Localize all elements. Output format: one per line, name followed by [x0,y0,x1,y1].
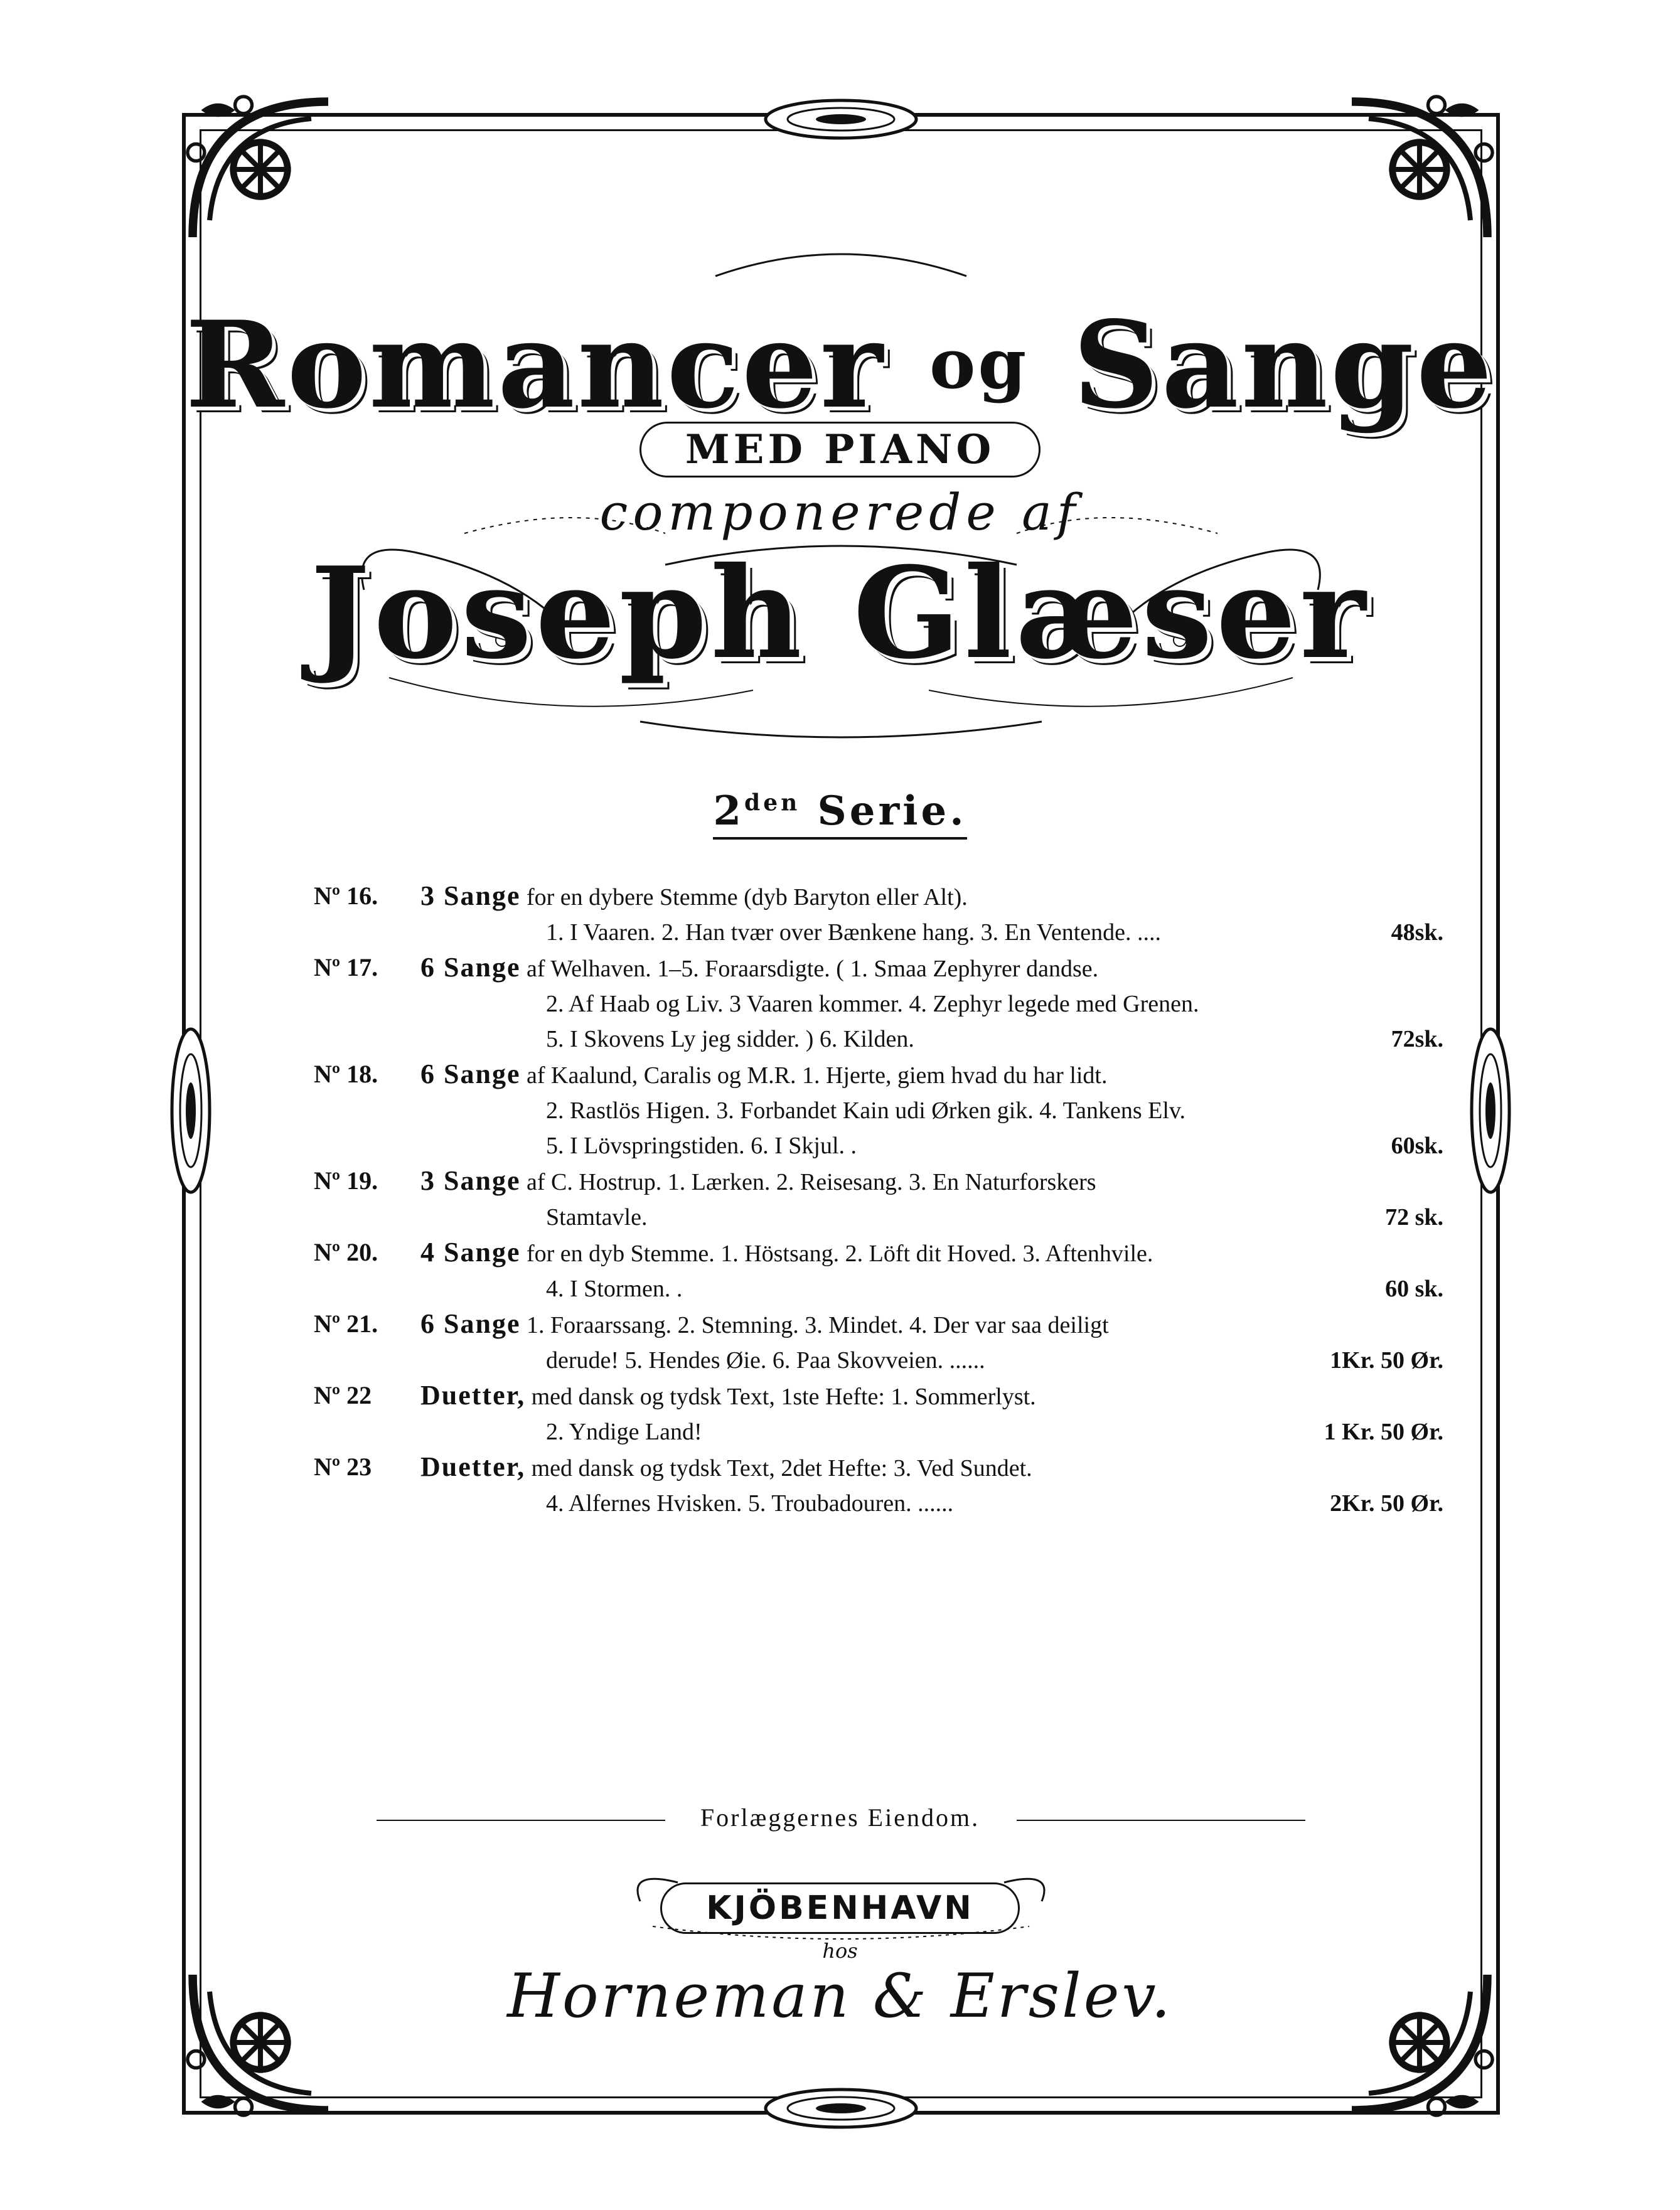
catalog-text: af C. Hostrup. 1. Lærken. 2. Reisesang. 3. En Naturforskers [520,1169,1096,1195]
catalog-line [314,1306,1443,1343]
catalog-price: 48sk. [1391,919,1443,946]
catalog-text: af Welhaven. 1–5. Foraarsdigte. ( 1. Smaa Zephyrer dandse. [520,956,1099,982]
catalog-price: 1Kr. 50 Ør. [1330,1347,1443,1374]
catalog-line [314,1449,1443,1486]
catalog-lead: 3 Sange [420,880,521,911]
ornament-bottom-center [753,2083,929,2133]
catalog-text: for en dyb Stemme. 1. Höstsang. 2. Löft dit Hoved. 3. Aftenhvile. [520,1241,1153,1267]
ornament-top-left [176,85,345,254]
catalog-number: Nº 16. [314,882,378,910]
catalog-line [314,1200,1443,1235]
catalog-line [314,1022,1443,1057]
catalog-text: 2. Rastlös Higen. 3. Forbandet Kain udi Ørken gik. 4. Tankens Elv. [546,1097,1185,1124]
catalog-text: 4. Alfernes Hvisken. 5. Troubadouren. ...... [546,1490,954,1517]
catalog-line [314,1271,1443,1306]
catalog-entry [314,878,1443,950]
catalog-entry [314,1378,1443,1449]
catalog-line [314,1486,1443,1521]
hos-label: hos [822,1939,858,1963]
ornament-left-center [166,1017,216,1205]
catalog-number: Nº 17. [314,953,378,981]
ornament-top-right [1335,85,1504,254]
page-title [0,295,1680,435]
catalog-line [314,1093,1443,1128]
title-part-1: Romancer [185,295,885,435]
catalog-number: Nº 21. [314,1310,378,1338]
catalog-line [314,1057,1443,1093]
catalog-lead: 6 Sange [420,952,521,983]
catalog-lead: Duetter, [420,1380,526,1411]
ornament-top-center [753,94,929,144]
catalog-lead: Duetter, [420,1451,526,1482]
catalog-text: derude! 5. Hendes Øie. 6. Paa Skovveien. ...... [546,1347,985,1374]
catalog-line [314,950,1443,986]
composer-name: Joseph Glæser [310,540,1370,687]
catalog-line [314,986,1443,1022]
catalog-text: 1. I Vaaren. 2. Han tvær over Bænkene hang. 3. En Ventende. .... [546,919,1162,946]
contents-list [314,878,1443,1521]
catalog-number: Nº 23 [314,1453,372,1481]
catalog-line [314,1128,1443,1163]
catalog-text: af Kaalund, Caralis og M.R. 1. Hjerte, giem hvad du har lidt. [520,1062,1108,1089]
catalog-price: 2Kr. 50 Ør. [1330,1490,1443,1517]
catalog-line [314,1235,1443,1271]
catalog-entry [314,1306,1443,1378]
catalog-line [314,1414,1443,1449]
catalog-entry [314,950,1443,1057]
catalog-entry [314,1163,1443,1235]
catalog-line [314,1163,1443,1200]
catalog-lead: 6 Sange [420,1059,521,1089]
subtitle-text: MED PIANO [639,422,1041,478]
title-og: og [929,323,1029,404]
catalog-text: med dansk og tydsk Text, 1ste Hefte: 1. Sommerlyst. [525,1384,1036,1410]
catalog-number: Nº 18. [314,1060,378,1088]
catalog-price: 60sk. [1391,1133,1443,1159]
catalog-text: 5. I Lövspringstiden. 6. I Skjul. . [546,1133,857,1159]
catalog-text: 2. Af Haab og Liv. 3 Vaaren kommer. 4. Zephyr legede med Grenen. [546,991,1199,1017]
series-heading [0,787,1680,835]
publisher-firm: Horneman & Erslev. [507,1961,1173,2031]
catalog-entry [314,1057,1443,1163]
catalog-text: 4. I Stormen. . [546,1276,683,1302]
title-part-2: Sange [1073,295,1495,435]
catalog-lead: 4 Sange [420,1237,521,1268]
catalog-text: 5. I Skovens Ly jeg sidder. ) 6. Kilden. [546,1026,914,1052]
catalog-text: 2. Yndige Land! [546,1419,702,1445]
series-ordinal: 2 [713,787,745,835]
composed-by: componerede af [599,483,1081,542]
catalog-text: for en dybere Stemme (dyb Baryton eller Alt). [520,884,968,910]
catalog-entry [314,1449,1443,1521]
city [0,1882,1680,1934]
subtitle [0,422,1680,478]
catalog-price: 1 Kr. 50 Ør. [1324,1419,1443,1445]
catalog-number: Nº 19. [314,1166,378,1195]
series-underline [713,787,966,840]
catalog-lead: 3 Sange [420,1165,521,1196]
catalog-price: 72sk. [1391,1026,1443,1052]
catalog-number: Nº 22 [314,1381,372,1409]
publisher-note: Forlæggernes Eiendom. [700,1803,980,1832]
catalog-text: med dansk og tydsk Text, 2det Hefte: 3. Ved Sundet. [525,1455,1032,1481]
series-ordinal-suffix: den [744,789,801,816]
catalog-price: 60 sk. [1385,1276,1443,1302]
catalog-lead: 6 Sange [420,1308,521,1339]
catalog-line [314,915,1443,950]
series-label: Serie. [817,787,967,835]
catalog-entry [314,1235,1443,1306]
ornament-right-center [1465,1017,1516,1205]
catalog-line [314,1343,1443,1378]
city-text: KJÖBENHAVN [660,1882,1020,1934]
catalog-line [314,878,1443,915]
catalog-line [314,1378,1443,1414]
catalog-price: 72 sk. [1385,1204,1443,1230]
catalog-text: Stamtavle. [546,1204,648,1230]
catalog-number: Nº 20. [314,1238,378,1266]
catalog-text: 1. Foraarssang. 2. Stemning. 3. Mindet. 4. Der var saa deiligt [520,1312,1109,1338]
